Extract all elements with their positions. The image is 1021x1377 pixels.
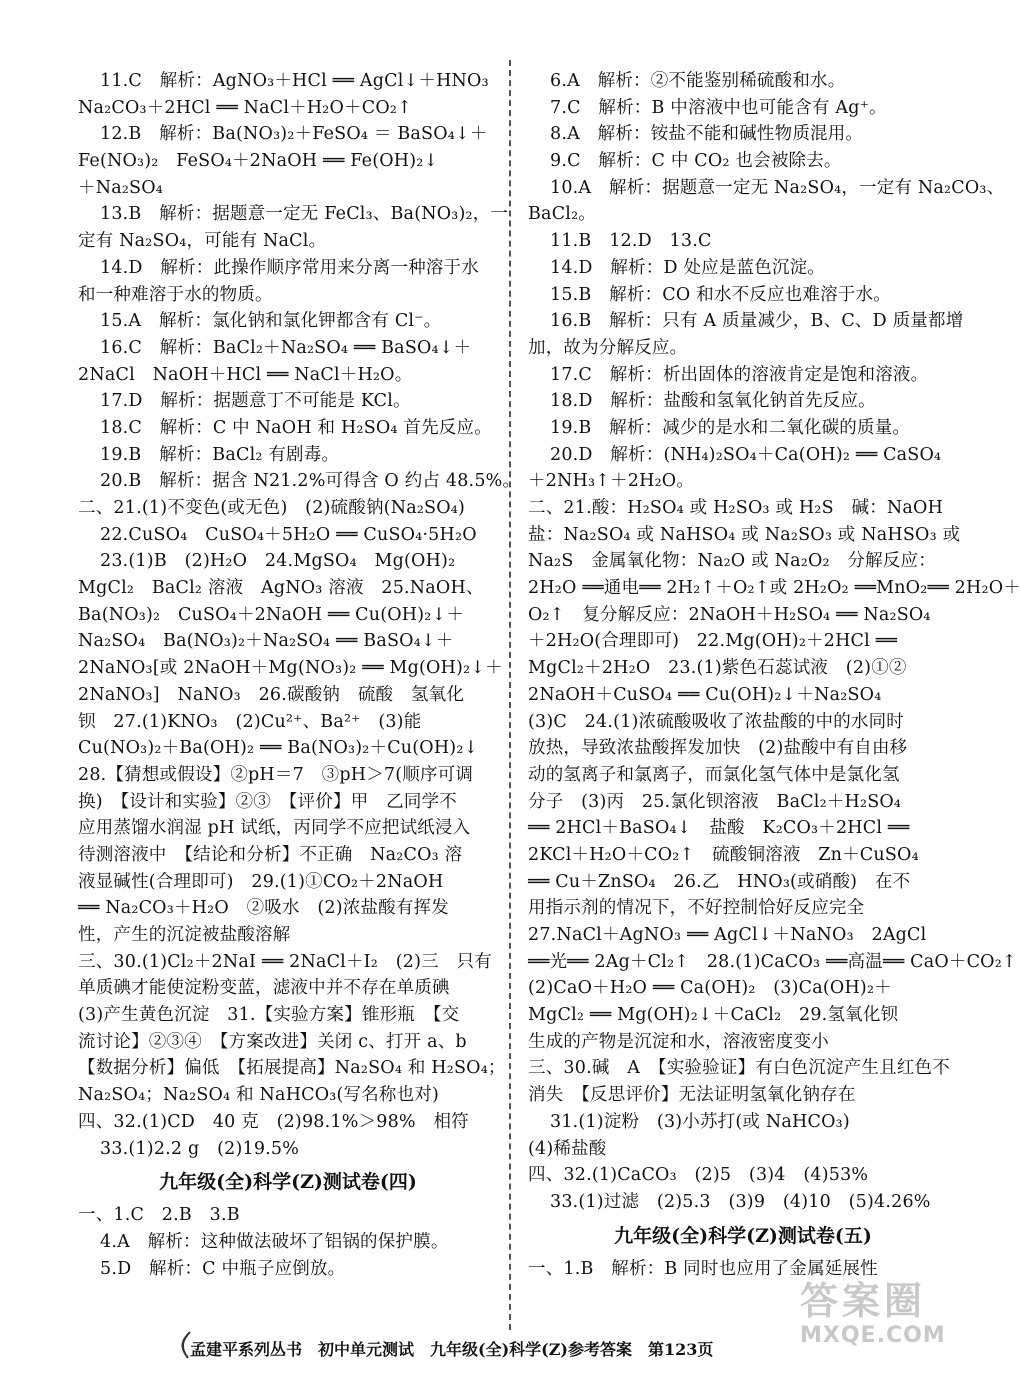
answer-line: 19.B 解析：BaCl₂ 有剧毒。	[100, 444, 340, 465]
answer-line: ＋2NH₃↑＋2H₂O。	[528, 471, 695, 492]
answer-line: 二、21.(1)不变色(或无色) (2)硫酸钠(Na₂SO₄)	[78, 498, 466, 518]
answer-line: Na₂S 金属氧化物：Na₂O 或 Na₂O₂ 分解反应：	[528, 551, 936, 572]
answer-line: 2NaCl NaOH＋HCl ══ NaCl＋H₂O。	[78, 364, 413, 385]
watermark-en: MXQE.COM	[800, 1323, 946, 1348]
answer-line: 6.A 解析：②不能鉴别稀硫酸和水。	[550, 71, 846, 91]
answer-line: 10.A 解析：据题意一定无 Na₂SO₄，一定有 Na₂CO₃、	[550, 177, 1005, 198]
answer-line: 三、30.(1)Cl₂＋2NaI ══ 2NaCl＋I₂ (2)三 只有	[78, 951, 492, 972]
page-footer: 孟建平系列丛书 初中单元测试 九年级(全)科学(Z)参考答案 第123页	[190, 1340, 714, 1359]
answer-line: ══光══ 2Ag＋Cl₂↑ 28.(1)CaCO₃ ══高温══ CaO＋CO₂↑	[528, 951, 1017, 972]
answer-line: 三、30.碱 A 【实验验证】有白色沉淀产生且红色不	[528, 1058, 950, 1079]
answer-line: 14.D 解析：此操作顺序常用来分离一种溶于水	[100, 257, 479, 278]
answer-line: 2KCl＋H₂O＋CO₂↑ 硫酸铜溶液 Zn＋CuSO₄	[528, 844, 919, 865]
section-title: 九年级(全)科学(Z)测试卷(五)	[614, 1224, 872, 1247]
answer-line: ＋2H₂O(合理即可) 22.Mg(OH)₂＋2HCl ══	[528, 631, 898, 652]
answer-line: 生成的产物是沉淀和水，溶液密度变小	[528, 1031, 829, 1052]
section-title: 九年级(全)科学(Z)测试卷(四)	[159, 1171, 417, 1194]
answer-line: 一、1.B 解析：B 同时也应用了金属延展性	[528, 1258, 878, 1279]
answer-line: Na₂CO₃＋2HCl ══ NaCl＋H₂O＋CO₂↑	[78, 97, 412, 118]
answer-line: 应用蒸馏水润湿 pH 试纸，丙同学不应把试纸浸入	[78, 818, 471, 839]
right-column	[528, 68, 1021, 1282]
answer-line: BaCl₂。	[528, 204, 596, 225]
answer-line: (3)C 24.(1)浓硫酸吸收了浓盐酸的中的水同时	[528, 711, 904, 732]
answer-line: 待测溶液中 【结论和分析】不正确 Na₂CO₃ 溶	[78, 844, 463, 865]
answer-line: 2H₂O ══通电══ 2H₂↑＋O₂↑或 2H₂O₂ ══MnO₂══ 2H₂O＋	[528, 578, 1021, 599]
answer-line: 消失 【反思评价】无法证明氢氧化钠存在	[528, 1085, 856, 1106]
answer-line: 17.C 解析：析出固体的溶液肯定是饱和溶液。	[550, 364, 929, 385]
answer-line: 31.(1)淀粉 (3)小苏打(或 NaHCO₃)	[550, 1111, 850, 1132]
answer-line: O₂↑ 复分解反应：2NaOH＋H₂SO₄ ══ Na₂SO₄	[528, 604, 931, 625]
answer-line: Na₂SO₄；Na₂SO₄ 和 NaHCO₃(写名称也对)	[78, 1085, 440, 1106]
answer-line: Cu(NO₃)₂＋Ba(OH)₂ ══ Ba(NO₃)₂＋Cu(OH)₂↓	[78, 738, 479, 759]
answer-line: 14.D 解析：D 处应是蓝色沉淀。	[550, 257, 826, 278]
answer-line: 16.B 解析：只有 A 质量减少，B、C、D 质量都增	[550, 311, 964, 332]
answer-line: 18.D 解析：盐酸和氢氧化钠首先反应。	[550, 391, 876, 412]
answer-line: ＋Na₂SO₄	[78, 177, 164, 198]
answer-line: 2NaOH＋CuSO₄ ══ Cu(OH)₂↓＋Na₂SO₄	[528, 684, 882, 705]
answer-line: 23.(1)B (2)H₂O 24.MgSO₄ Mg(OH)₂	[100, 551, 456, 572]
answer-line: 换) 【设计和实验】②③ 【评价】甲 乙同学不	[78, 791, 457, 812]
answer-line: ══ Na₂CO₃＋H₂O ②吸水 (2)浓盐酸有挥发	[78, 898, 449, 919]
answer-line: 放热，导致浓盐酸挥发加快 (2)盐酸中有自由移	[528, 738, 908, 759]
answer-line: MgCl₂ ══ Mg(OH)₂↓＋CaCl₂ 29.氢氧化钡	[528, 1005, 899, 1026]
answer-line: 15.A 解析：氯化钠和氯化钾都含有 Cl⁻。	[100, 311, 442, 332]
answer-line: 性，产生的沉淀被盐酸溶解	[78, 925, 291, 945]
answer-line: 定有 Na₂SO₄，可能有 NaCl。	[78, 231, 327, 252]
watermark-cn: 答案圈	[800, 1279, 927, 1323]
answer-line: 一、1.C 2.B 3.B	[78, 1205, 240, 1226]
answer-line: 流讨论】②③④ 【方案改进】关闭 c、打开 a、b	[78, 1031, 467, 1052]
answer-line: 用指示剂的情况下，不好控制恰好反应完全	[528, 898, 865, 919]
answer-line: 27.NaCl＋AgNO₃ ══ AgCl↓＋NaNO₃ 2AgCl	[528, 925, 927, 945]
answer-line: 2NaNO₃] NaNO₃ 26.碳酸钠 硫酸 氢氧化	[78, 684, 465, 705]
answer-line: MgCl₂ BaCl₂ 溶液 AgNO₃ 溶液 25.NaOH、	[78, 578, 484, 599]
answer-line: 加，故为分解反应。	[528, 337, 688, 358]
answer-line: 17.D 解析：据题意丁不可能是 KCl。	[100, 391, 411, 412]
answer-line: 13.B 解析：据题意一定无 FeCl₃、Ba(NO₃)₂，一	[100, 204, 509, 225]
answer-line: Fe(NO₃)₂ FeSO₄＋2NaOH ══ Fe(OH)₂↓	[78, 151, 439, 172]
answer-line: 钡 27.(1)KNO₃ (2)Cu²⁺、Ba²⁺ (3)能	[78, 711, 422, 732]
answer-line: 【数据分析】偏低 【拓展提高】Na₂SO₄ 和 H₂SO₄；	[78, 1058, 506, 1079]
answer-line: (2)CaO＋H₂O ══ Ca(OH)₂ (3)Ca(OH)₂＋	[528, 978, 892, 999]
answer-line: 12.B 解析：Ba(NO₃)₂＋FeSO₄ ＝ BaSO₄↓＋	[100, 124, 488, 145]
answer-line: 33.(1)过滤 (2)5.3 (3)9 (4)10 (5)4.26%	[550, 1191, 931, 1212]
column-divider	[509, 60, 511, 1330]
answer-line: 液显碱性(合理即可) 29.(1)①CO₂＋2NaOH	[78, 871, 444, 892]
answer-line: 单质碘才能使淀粉变蓝，滤液中并不存在单质碘	[78, 978, 450, 999]
answer-line: 四、32.(1)CD 40 克 (2)98.1%＞98% 相符	[78, 1111, 469, 1132]
answer-line: Na₂SO₄ Ba(NO₃)₂＋Na₂SO₄ ══ BaSO₄↓＋	[78, 631, 454, 652]
answer-line: (4)稀盐酸	[528, 1138, 607, 1159]
answer-line: 四、32.(1)CaCO₃ (2)5 (3)4 (4)53%	[528, 1165, 869, 1186]
answer-line: 11.C 解析：AgNO₃＋HCl ══ AgCl↓＋HNO₃	[100, 71, 489, 91]
answer-line: 33.(1)2.2 g (2)19.5%	[100, 1138, 300, 1159]
answer-line: 和一种难溶于水的物质。	[78, 284, 273, 305]
answer-line: 4.A 解析：这种做法破坏了铝锅的保护膜。	[100, 1231, 449, 1252]
answer-line: 盐：Na₂SO₄ 或 NaHSO₄ 或 Na₂SO₃ 或 NaHSO₃ 或	[528, 524, 961, 545]
answer-line: (3)产生黄色沉淀 31.【实验方案】锥形瓶 【交	[78, 1005, 460, 1026]
answer-line: 分子 (3)丙 25.氯化钡溶液 BaCl₂＋H₂SO₄	[528, 791, 902, 812]
answer-line: 15.B 解析：CO 和水不反应也难溶于水。	[550, 284, 891, 305]
answer-line: 22.CuSO₄ CuSO₄＋5H₂O ══ CuSO₄·5H₂O	[100, 524, 477, 545]
answer-line: 16.C 解析：BaCl₂＋Na₂SO₄ ══ BaSO₄↓＋	[100, 337, 472, 358]
answer-line: 19.B 解析：减少的是水和二氧化碳的质量。	[550, 417, 911, 438]
answer-line: 28.【猜想或假设】②pH＝7 ③pH＞7(顺序可调	[78, 764, 474, 785]
answer-line: 20.B 解析：据含 N21.2%可得含 O 约占 48.5%。	[100, 471, 521, 492]
answer-line: 5.D 解析：C 中瓶子应倒放。	[100, 1258, 346, 1279]
answer-line: 9.C 解析：C 中 CO₂ 也会被除去。	[550, 151, 842, 172]
answer-line: 20.D 解析：(NH₄)₂SO₄＋Ca(OH)₂ ══ CaSO₄	[550, 444, 942, 465]
answer-line: 8.A 解析：铵盐不能和碱性物质混用。	[550, 124, 864, 145]
site-watermark	[800, 1279, 980, 1369]
answer-line: Ba(NO₃)₂ CuSO₄＋2NaOH ══ Cu(OH)₂↓＋	[78, 604, 465, 625]
answer-line: 7.C 解析：B 中溶液中也可能含有 Ag⁺。	[550, 97, 887, 118]
answer-line: 二、21.酸：H₂SO₄ 或 H₂SO₃ 或 H₂S 碱：NaOH	[528, 498, 944, 518]
answer-line: ══ 2HCl＋BaSO₄↓ 盐酸 K₂CO₃＋2HCl ══	[528, 818, 910, 839]
answer-line: 2NaNO₃[或 2NaOH＋Mg(NO₃)₂ ══ Mg(OH)₂↓＋	[78, 658, 503, 679]
answer-line: 11.B 12.D 13.C	[550, 231, 712, 252]
answer-line: 18.C 解析：C 中 NaOH 和 H₂SO₄ 首先反应。	[100, 417, 492, 438]
answer-line: ══ Cu＋ZnSO₄ 26.乙 HNO₃(或硝酸) 在不	[528, 871, 911, 892]
left-column	[78, 68, 521, 1282]
answer-line: 动的氢离子和氯离子，而氯化氢气体中是氯化氢	[528, 764, 900, 785]
answer-line: MgCl₂＋2H₂O 23.(1)紫色石蕊试液 (2)①②	[528, 658, 907, 679]
